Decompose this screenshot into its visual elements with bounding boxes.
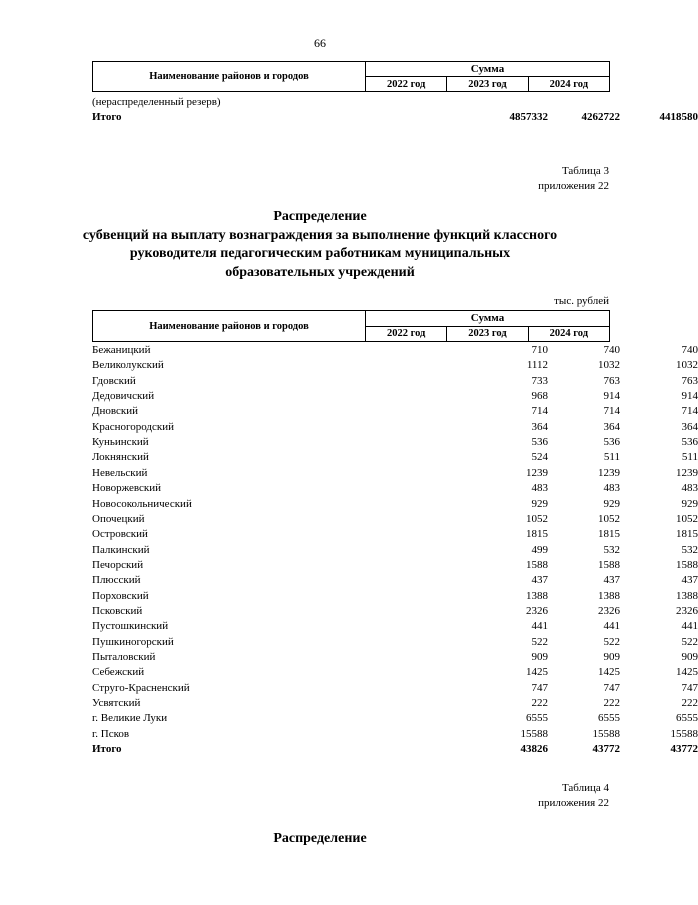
amount-cell: 441 [603, 620, 620, 633]
table-row [92, 696, 698, 712]
table-row [92, 573, 698, 589]
amount-cell: 929 [681, 497, 698, 510]
amount-cell: 1052 [526, 512, 548, 525]
table-row [92, 711, 698, 727]
amount-cell: 1815 [526, 528, 548, 541]
district-name: Локнянский [92, 451, 149, 464]
amount-cell: 714 [531, 405, 548, 418]
district-name: Островский [92, 528, 148, 541]
amount-cell: 483 [603, 482, 620, 495]
table-row [92, 619, 698, 635]
amount-cell: 536 [531, 436, 548, 449]
amount-cell: 441 [531, 620, 548, 633]
amount-cell: 733 [531, 374, 548, 387]
header-year: 2023 год [447, 326, 528, 342]
amount-cell: 914 [681, 390, 698, 403]
district-name: Пустошкинский [92, 620, 169, 633]
top-table-header [92, 61, 610, 92]
district-name: Порховский [92, 589, 149, 602]
district-name: Пушкиногорский [92, 635, 174, 648]
district-name: Дновский [92, 405, 139, 418]
amount-cell: 929 [531, 497, 548, 510]
header-sum: Сумма [366, 311, 610, 327]
amount-cell: 364 [681, 420, 698, 433]
district-name: Усвятский [92, 697, 141, 710]
amount-cell: 2326 [526, 604, 548, 617]
amount-cell: 2326 [676, 604, 698, 617]
amount-cell: 43772 [592, 743, 620, 756]
amount-cell: 532 [681, 543, 698, 556]
amount-cell: 536 [681, 436, 698, 449]
table-row [92, 404, 698, 420]
table-row [92, 497, 698, 513]
amount-cell: 1239 [676, 466, 698, 479]
amount-cell: 364 [603, 420, 620, 433]
amount-cell: 763 [681, 374, 698, 387]
amount-cell: 1588 [598, 558, 620, 571]
table-row [92, 435, 698, 451]
amount-cell: 222 [603, 697, 620, 710]
amount-cell: 222 [531, 697, 548, 710]
table-row [92, 543, 698, 559]
reserve-note: (нераспределенный резерв) [92, 96, 221, 108]
table-row [92, 727, 698, 743]
table-row [92, 466, 698, 482]
district-name: Печорский [92, 558, 144, 571]
total-row [92, 742, 698, 758]
district-name: Новосокольнический [92, 497, 192, 510]
amount-cell: 1425 [526, 666, 548, 679]
table-row [92, 512, 698, 528]
district-name: Великолукский [92, 359, 164, 372]
amount-cell: 364 [531, 420, 548, 433]
amount-cell: 437 [531, 574, 548, 587]
amount-cell: 499 [531, 543, 548, 556]
table-row [92, 681, 698, 697]
amount-cell: 1388 [598, 589, 620, 602]
amount-cell: 1388 [526, 589, 548, 602]
header-year: 2022 год [366, 77, 447, 92]
amount-cell: 15588 [520, 727, 548, 740]
amount-cell: 909 [603, 651, 620, 663]
amount-cell: 1588 [676, 558, 698, 571]
amount-cell: 522 [531, 635, 548, 648]
amount-cell: 532 [603, 543, 620, 556]
header-name-col: Наименование районов и городов [93, 311, 366, 342]
header-year: 2023 год [447, 77, 528, 92]
title-line: образовательных учреждений [225, 264, 415, 280]
document-title [0, 208, 640, 282]
amount-cell: 524 [531, 451, 548, 464]
amount-cell: 714 [603, 405, 620, 418]
amount-cell: 1388 [676, 589, 698, 602]
amount-cell: 222 [681, 697, 698, 710]
amount-cell: 714 [681, 405, 698, 418]
district-name: Струго-Красненский [92, 681, 190, 694]
amount-cell: 511 [603, 451, 620, 464]
table4-caption-line2: приложения 22 [538, 797, 609, 809]
table-row [92, 358, 698, 374]
amount-cell: 929 [603, 497, 620, 510]
district-name: Псковский [92, 604, 143, 617]
main-table-header [92, 310, 610, 342]
district-name: Пыталовский [92, 651, 156, 663]
amount-cell: 747 [681, 681, 698, 694]
table-row [92, 604, 698, 620]
title-line: Распределение [273, 209, 367, 224]
title-line: субвенций на выплату вознаграждения за выполнение функций классного [82, 227, 558, 243]
amount-cell: 914 [603, 390, 620, 403]
amount-cell: 1815 [676, 528, 698, 541]
table-row [92, 635, 698, 651]
table-row [92, 665, 698, 681]
district-name: Бежаницкий [92, 344, 151, 356]
header-year: 2022 год [366, 326, 447, 342]
table-row [92, 374, 698, 390]
amount-cell: 968 [531, 390, 548, 403]
table-row [92, 481, 698, 497]
total-value: 4857332 [509, 111, 548, 123]
table-row [92, 420, 698, 436]
district-name: Плюсский [92, 574, 141, 587]
district-name: Куньинский [92, 436, 149, 449]
district-name: Палкинский [92, 543, 150, 556]
amount-cell: 1588 [526, 558, 548, 571]
amount-cell: 763 [603, 374, 620, 387]
amount-cell: 511 [681, 451, 698, 464]
title-line: руководителя педагогическим работникам муниципальных [129, 246, 511, 261]
amount-cell: 1052 [676, 512, 698, 525]
table-row [92, 589, 698, 605]
amount-cell: 909 [531, 651, 548, 663]
amount-cell: 6555 [676, 712, 698, 725]
amount-cell: 747 [531, 681, 548, 694]
amount-cell: 441 [681, 620, 698, 633]
amount-cell: 909 [681, 651, 698, 663]
amount-cell: 1239 [526, 466, 548, 479]
amount-cell: 437 [681, 574, 698, 587]
amount-cell: 1815 [598, 528, 620, 541]
header-year: 2024 год [528, 326, 609, 342]
table-row [92, 389, 698, 405]
table-row [92, 450, 698, 466]
amount-cell: 747 [603, 681, 620, 694]
amount-cell: 1112 [526, 359, 548, 372]
district-name: Дедовичский [92, 390, 155, 403]
amount-cell: 740 [603, 344, 620, 356]
unit-label: тыс. рублей [554, 295, 609, 307]
table-row [92, 558, 698, 574]
district-name: Опочецкий [92, 512, 145, 525]
table3-caption-line1: Таблица 3 [561, 165, 609, 177]
table-row [92, 527, 698, 543]
amount-cell: 43826 [520, 743, 548, 756]
reserve-note-row [92, 95, 610, 111]
bottom-title: Распределение [273, 831, 367, 846]
amount-cell: 1052 [598, 512, 620, 525]
table3-caption-line2: приложения 22 [538, 180, 609, 192]
amount-cell: 1425 [598, 666, 620, 679]
district-name: Новоржевский [92, 482, 162, 495]
district-name: Невельский [92, 466, 148, 479]
amount-cell: 483 [681, 482, 698, 495]
amount-cell: 536 [603, 436, 620, 449]
amount-cell: 1425 [676, 666, 698, 679]
amount-cell: 6555 [526, 712, 548, 725]
amount-cell: 522 [681, 635, 698, 648]
page-number: 66 [314, 36, 326, 50]
amount-cell: 710 [531, 344, 548, 356]
district-name: Гдовский [92, 374, 136, 387]
table-row [92, 650, 698, 666]
amount-cell: 483 [531, 482, 548, 495]
top-total-row [92, 110, 698, 126]
district-name: г. Великие Луки [92, 712, 168, 725]
amount-cell: 6555 [598, 712, 620, 725]
amount-cell: 15588 [670, 727, 698, 740]
amount-cell: 2326 [598, 604, 620, 617]
district-name: г. Псков [92, 727, 130, 740]
amount-cell: 1032 [598, 359, 620, 372]
total-label: Итого [92, 111, 122, 123]
amount-cell: 1239 [598, 466, 620, 479]
table4-caption-line1: Таблица 4 [561, 782, 609, 794]
amount-cell: 740 [681, 344, 698, 356]
header-sum: Сумма [366, 62, 610, 77]
amount-cell: 15588 [592, 727, 620, 740]
total-value: 4418580 [659, 111, 698, 123]
total-value: 4262722 [581, 111, 620, 123]
district-name: Себежский [92, 666, 145, 679]
header-year: 2024 год [528, 77, 609, 92]
amount-cell: 43772 [670, 743, 698, 756]
district-name: Красногородский [92, 420, 175, 433]
table-row [92, 343, 698, 359]
amount-cell: 1032 [676, 359, 698, 372]
amount-cell: 522 [603, 635, 620, 648]
header-name-col: Наименование районов и городов [93, 62, 366, 92]
total-label: Итого [92, 743, 122, 756]
amount-cell: 437 [603, 574, 620, 587]
